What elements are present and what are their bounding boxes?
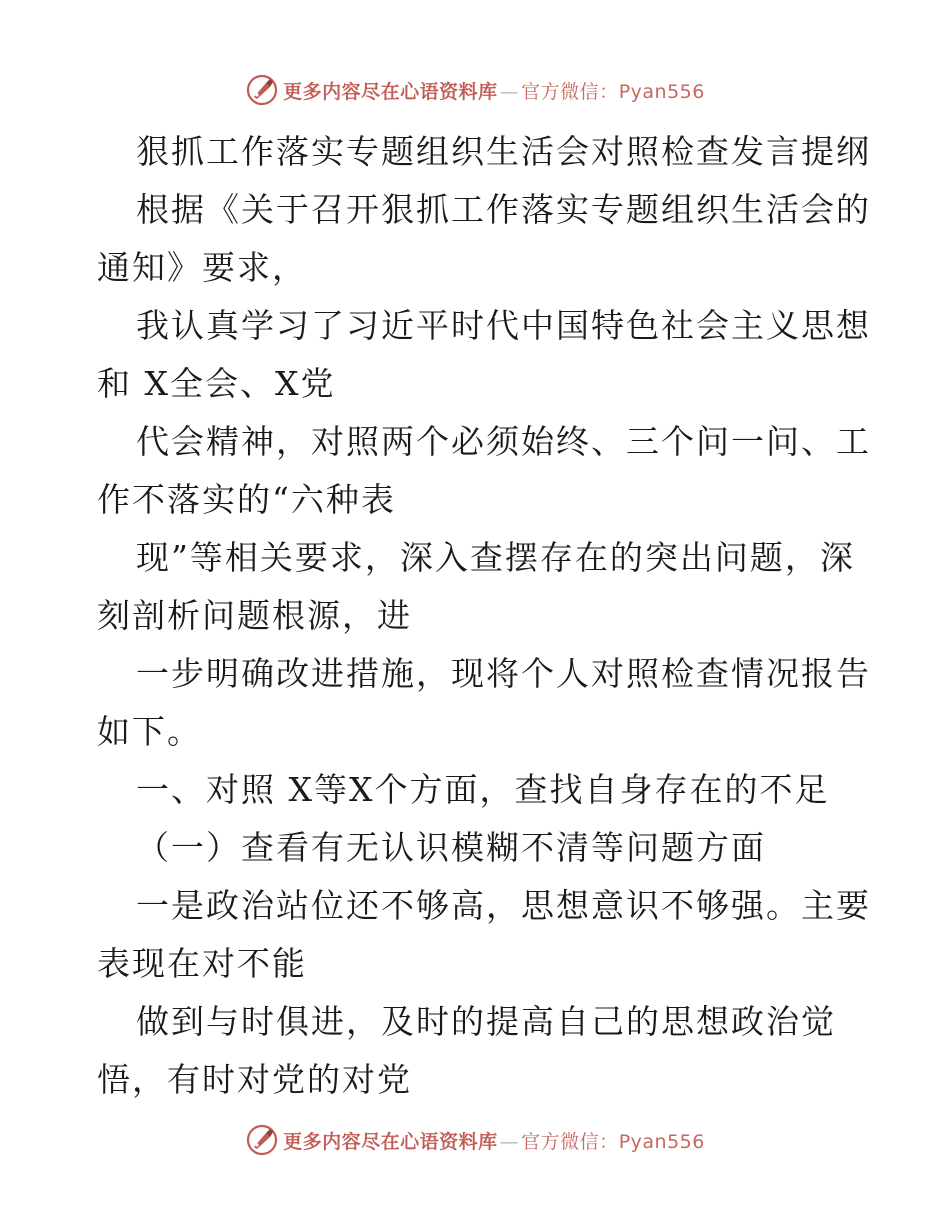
pen-nib-logo-icon: [245, 73, 279, 107]
text-line: 刻剖析问题根源，进: [97, 596, 412, 635]
text-line: 作不落实的“六种表: [97, 480, 396, 519]
section-heading: 一、对照 X等X个方面，查找自身存在的不足: [136, 770, 830, 809]
text-line: 现”等相关要求，深入查摆存在的突出问题，深: [136, 538, 855, 577]
watermark-wechat-label: 官方微信：: [521, 80, 619, 103]
pen-nib-logo-icon: [245, 1123, 279, 1157]
watermark-text: [283, 77, 705, 104]
document-title: 狠抓工作落实专题组织生活会对照检查发言提纲: [136, 132, 871, 171]
watermark-separator: —: [499, 80, 520, 103]
text-line: 表现在对不能: [97, 944, 307, 983]
watermark-brand: 更多内容尽在心语资料库: [283, 80, 498, 103]
text-line: 一步明确改进措施，现将个人对照检查情况报告: [136, 654, 871, 693]
watermark-brand: 更多内容尽在心语资料库: [283, 1130, 498, 1153]
text-line: 我认真学习了习近平时代中国特色社会主义思想: [136, 306, 871, 345]
text-line: 如下。: [97, 712, 202, 751]
text-line: 一是政治站位还不够高，思想意识不够强。主要: [136, 886, 871, 925]
watermark-wechat-id: Pyan556: [618, 80, 705, 103]
footer-watermark: [0, 1120, 950, 1160]
text-line: 根据《关于召开狠抓工作落实专题组织生活会的: [136, 190, 871, 229]
text-line: 和 X全会、X党: [97, 364, 336, 403]
watermark-wechat-label: 官方微信：: [521, 1130, 619, 1153]
watermark-text: [283, 1127, 705, 1154]
text-line: 代会精神，对照两个必须始终、三个问一问、工: [136, 422, 871, 461]
subsection-heading: （一）查看有无认识模糊不清等问题方面: [136, 828, 766, 867]
text-line: 悟，有时对党的对党: [97, 1060, 412, 1099]
watermark-separator: —: [499, 1130, 520, 1153]
text-line: 通知》要求，: [97, 248, 307, 287]
watermark-wechat-id: Pyan556: [618, 1130, 705, 1153]
text-line: 做到与时俱进，及时的提高自己的思想政治觉: [136, 1002, 836, 1041]
header-watermark: [0, 70, 950, 110]
